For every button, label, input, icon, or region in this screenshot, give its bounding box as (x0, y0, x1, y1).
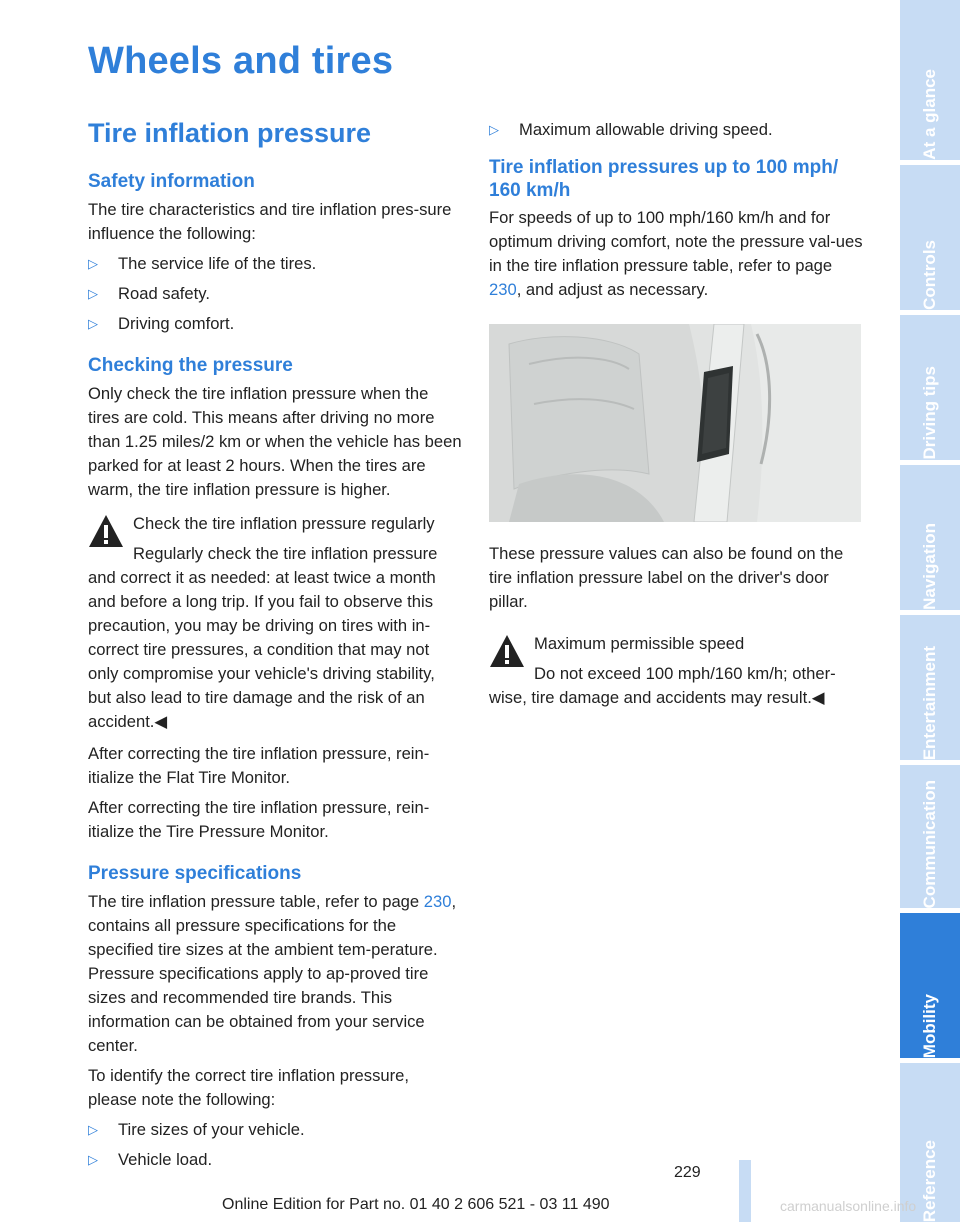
tab-navigation[interactable]: Navigation (900, 465, 960, 610)
warning-body: Regularly check the tire inflation pressure and correct it as needed: at least twice a month and before a long trip. If you fail to observe this precaution, you may be driving on tires with in-correct tire pressures, a condition that may not only compromise your vehicle's driving stability, but also lead to tire damage and the risk of an accident.◀ (88, 544, 438, 731)
list-item: ▷ Road safety. (88, 282, 462, 306)
after-correction-tire-pressure-monitor: After correcting the tire inflation pressure, rein-itialize the Tire Pressure Monitor. (88, 798, 430, 841)
bullet-triangle-icon: ▷ (88, 1122, 98, 1137)
safety-bullet-list (88, 252, 462, 336)
chapter-sidebar (900, 0, 960, 1222)
tab-reference[interactable]: Reference (900, 1063, 960, 1222)
list-item: ▷ Tire sizes of your vehicle. (88, 1118, 462, 1142)
tab-mobility[interactable]: Mobility (900, 913, 960, 1058)
label-location-paragraph: These pressure values can also be found on the tire inflation pressure label on the driver's door pillar. (489, 544, 844, 611)
subheading-pressure-specifications: Pressure specifications (88, 863, 302, 884)
specs-bullet-list (88, 1118, 462, 1172)
checking-body: Only check the tire inflation pressure when the tires are cold. This means after driving no more than 1.25 miles/2 km or when the vehicle has been parked for at least 2 hours. When the tires are warm, the tire inflation pressure is higher. (88, 384, 462, 499)
safety-intro: The tire characteristics and tire inflation pres-sure influence the following: (88, 200, 452, 243)
specs-paragraph: The tire inflation pressure table, refer to page 230, contains all pressure specifications for the specified tire sizes at the ambient tem-perature. Pressure specifications apply to ap-proved tire sizes and recommended tire brands. This information can be obtained from your service center. (88, 892, 457, 1055)
page-number-bar (739, 1160, 751, 1222)
bullet-triangle-icon: ▷ (88, 1152, 98, 1167)
tab-communication[interactable]: Communication (900, 765, 960, 908)
bullet-triangle-icon: ▷ (88, 316, 98, 331)
speed-paragraph: For speeds of up to 100 mph/160 km/h and for optimum driving comfort, note the pressure val-ues in the tire inflation pressure table, refer to page 230, and adjust as necessary. (489, 208, 863, 299)
page-title: Wheels and tires (88, 40, 394, 82)
bullet-triangle-icon: ▷ (88, 286, 98, 301)
watermark: carmanualsonline.info (780, 1198, 917, 1214)
subheading-safety-information: Safety information (88, 171, 255, 192)
warning-check-regularly (88, 512, 462, 734)
warning-title: Check the tire inflation pressure regularly (133, 514, 435, 533)
after-correction-flat-tire: After correcting the tire inflation pressure, rein-itialize the Flat Tire Monitor. (88, 744, 430, 787)
page-link-230[interactable]: 230 (489, 280, 517, 299)
subheading-up-to-100-mph: Tire inflation pressures up to 100 mph/ 160 km/h (489, 157, 839, 201)
specs-identify: To identify the correct tire inflation pressure, please note the following: (88, 1066, 409, 1109)
list-item: ▷ Vehicle load. (88, 1148, 462, 1172)
warning-title: Maximum permissible speed (534, 634, 745, 653)
warning-body: Do not exceed 100 mph/160 km/h; other-wise, tire damage and accidents may result.◀ (489, 664, 836, 707)
warning-triangle-icon (88, 514, 124, 548)
footer-edition: Online Edition for Part no. 01 40 2 606 521 - 03 11 490 (222, 1196, 610, 1213)
right-bullet-list (489, 118, 863, 142)
warning-max-speed (489, 632, 863, 710)
bullet-triangle-icon: ▷ (489, 122, 499, 137)
tab-at-a-glance[interactable]: At a glance (900, 0, 960, 160)
section-heading-tire-inflation-pressure: Tire inflation pressure (88, 118, 372, 148)
bullet-triangle-icon: ▷ (88, 256, 98, 271)
tab-entertainment[interactable]: Entertainment (900, 615, 960, 760)
subheading-checking-the-pressure: Checking the pressure (88, 355, 293, 376)
page-number: 229 (674, 1164, 701, 1181)
list-item: ▷ Maximum allowable driving speed. (489, 118, 863, 142)
left-column (88, 116, 462, 1178)
right-column (489, 118, 863, 718)
list-item: ▷ Driving comfort. (88, 312, 462, 336)
warning-triangle-icon (489, 634, 525, 668)
page-link-230[interactable]: 230 (423, 892, 452, 911)
tab-driving-tips[interactable]: Driving tips (900, 315, 960, 460)
tab-controls[interactable]: Controls (900, 165, 960, 310)
door-pillar-label-illustration (489, 324, 861, 522)
list-item: ▷ The service life of the tires. (88, 252, 462, 276)
